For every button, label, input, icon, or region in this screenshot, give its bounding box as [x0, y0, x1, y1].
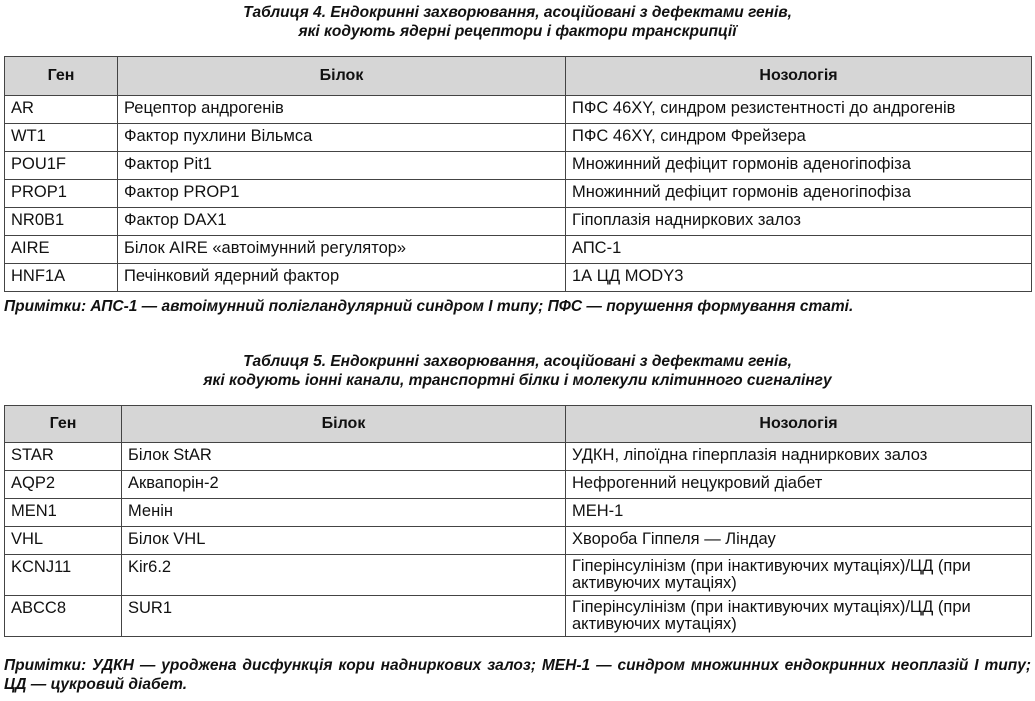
table-row: [5, 208, 1032, 236]
nosology-cell: ПФС 46XY, синдром Фрейзера: [566, 124, 1032, 152]
gene-cell: AR: [5, 96, 118, 124]
nosology-cell: Гіперінсулінізм (при інактивуючих мутаціях)/ЦД (при активуючих мутаціях): [566, 596, 1032, 637]
table4-note: Примітки: АПС-1 — автоімунний полігландулярний синдром І типу; ПФС — порушення формування статі.: [4, 298, 854, 315]
protein-cell: Білок VHL: [122, 527, 566, 555]
gene-cell: PROP1: [5, 180, 118, 208]
gene-cell: MEN1: [5, 499, 122, 527]
gene-cell: WT1: [5, 124, 118, 152]
table-row: [5, 180, 1032, 208]
table4-header-nosology: Нозологія: [566, 57, 1032, 96]
protein-cell: Фактор Pit1: [118, 152, 566, 180]
gene-cell: AIRE: [5, 236, 118, 264]
table-row: [5, 499, 1032, 527]
table4-caption-line2: які кодують ядерні рецептори і фактори транскрипції: [298, 23, 737, 40]
gene-cell: STAR: [5, 443, 122, 471]
table5-header-gene: Ген: [5, 406, 122, 443]
protein-cell: Фактор PROP1: [118, 180, 566, 208]
table5-note: Примітки: УДКН — уроджена дисфункція кори надниркових залоз; МЕН-1 — синдром множинних ендокринних неоплазій І типу; ЦД — цукровий діабет.: [4, 657, 1031, 693]
protein-cell: Рецептор андрогенів: [118, 96, 566, 124]
table5-header-protein: Білок: [122, 406, 566, 443]
protein-cell: Білок AIRE «автоімунний регулятор»: [118, 236, 566, 264]
nosology-cell: 1А ЦД MODY3: [566, 264, 1032, 292]
nosology-cell: АПС-1: [566, 236, 1032, 264]
gene-cell: POU1F: [5, 152, 118, 180]
gene-cell: VHL: [5, 527, 122, 555]
table-row: [5, 443, 1032, 471]
table4-header-protein: Білок: [118, 57, 566, 96]
nosology-cell: Гіпоплазія надниркових залоз: [566, 208, 1032, 236]
table4-header-gene: Ген: [5, 57, 118, 96]
nosology-cell: Нефрогенний нецукровий діабет: [566, 471, 1032, 499]
protein-cell: SUR1: [122, 596, 566, 637]
nosology-cell: УДКН, ліпоїдна гіперплазія надниркових залоз: [566, 443, 1032, 471]
protein-cell: Фактор пухлини Вільмса: [118, 124, 566, 152]
nosology-cell: Множинний дефіцит гормонів аденогіпофіза: [566, 180, 1032, 208]
nosology-cell: Множинний дефіцит гормонів аденогіпофіза: [566, 152, 1032, 180]
protein-cell: Білок StAR: [122, 443, 566, 471]
table-row: [5, 264, 1032, 292]
table-row: [5, 471, 1032, 499]
nosology-cell: МЕН-1: [566, 499, 1032, 527]
protein-cell: Менін: [122, 499, 566, 527]
table5-caption-line1: Таблиця 5. Ендокринні захворювання, асоційовані з дефектами генів,: [243, 353, 792, 370]
nosology-cell: Гіперінсулінізм (при інактивуючих мутаціях)/ЦД (при активуючих мутаціях): [566, 555, 1032, 596]
protein-cell: Печінковий ядерний фактор: [118, 264, 566, 292]
gene-cell: KCNJ11: [5, 555, 122, 596]
table5: [4, 405, 1032, 637]
table-row: [5, 124, 1032, 152]
table5-header-row: [5, 406, 1032, 443]
table-row: [5, 96, 1032, 124]
table4-caption-line1: Таблиця 4. Ендокринні захворювання, асоційовані з дефектами генів,: [243, 4, 792, 21]
gene-cell: ABCC8: [5, 596, 122, 637]
table4-header-row: [5, 57, 1032, 96]
table-row: [5, 152, 1032, 180]
gene-cell: NR0B1: [5, 208, 118, 236]
table-row: [5, 555, 1032, 596]
gene-cell: HNF1A: [5, 264, 118, 292]
protein-cell: Фактор DAX1: [118, 208, 566, 236]
protein-cell: Аквапорін-2: [122, 471, 566, 499]
table-row: [5, 527, 1032, 555]
table-row: [5, 236, 1032, 264]
gene-cell: AQP2: [5, 471, 122, 499]
protein-cell: Kir6.2: [122, 555, 566, 596]
table-row: [5, 596, 1032, 637]
table5-caption: [0, 352, 1035, 390]
table4: [4, 56, 1032, 292]
nosology-cell: Хвороба Гіппеля — Ліндау: [566, 527, 1032, 555]
table5-caption-line2: які кодують іонні канали, транспортні білки і молекули клітинного сигналінгу: [203, 372, 832, 389]
table4-caption: [0, 3, 1035, 41]
table5-header-nosology: Нозологія: [566, 406, 1032, 443]
nosology-cell: ПФС 46XY, синдром резистентності до андрогенів: [566, 96, 1032, 124]
